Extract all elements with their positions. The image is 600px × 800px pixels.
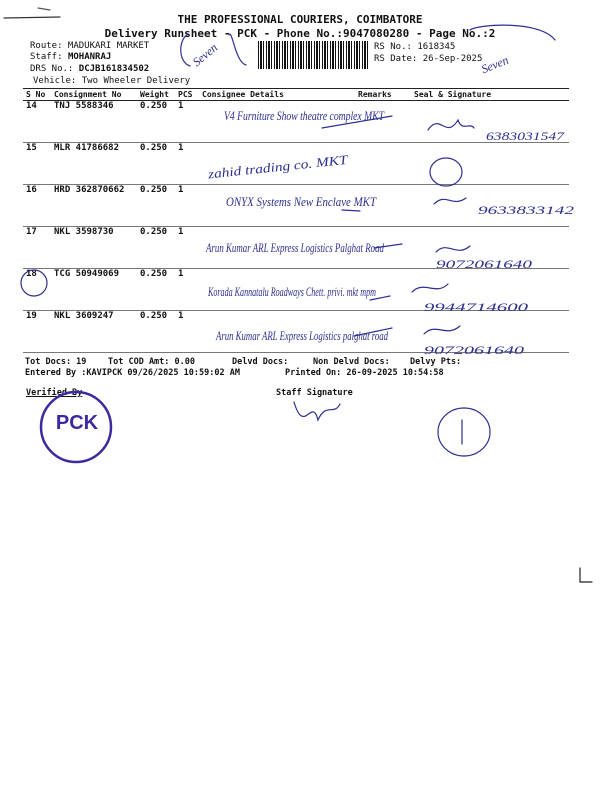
hw-row14-consignee: V4 Furniture Show theatre complex MKT <box>224 108 385 123</box>
cell-weight: 0.250 <box>137 269 175 311</box>
cell-weight: 0.250 <box>137 143 175 185</box>
cell-remarks <box>355 101 411 143</box>
delivered-docs: Delvd Docs: <box>232 357 289 367</box>
col-consignee: Consignee Details <box>199 89 355 101</box>
cell-consignment: NKL 3609247 <box>51 311 137 353</box>
cell-consignee <box>199 311 355 353</box>
col-pcs: PCS <box>175 89 199 101</box>
cell-remarks <box>355 143 411 185</box>
barcode-image <box>258 41 368 69</box>
scribble-mark <box>38 8 50 10</box>
route-label: Route: MADUKARI MARKET <box>30 41 150 51</box>
cell-consignee <box>199 143 355 185</box>
cell-sno: 15 <box>23 143 51 185</box>
staff-line <box>30 52 111 62</box>
hw-note-top-left: Seven <box>189 40 221 70</box>
cell-remarks <box>355 311 411 353</box>
col-sno: S No <box>23 89 51 101</box>
cell-remarks <box>355 269 411 311</box>
cell-pcs: 1 <box>175 269 199 311</box>
table-row <box>23 101 569 143</box>
cell-pcs: 1 <box>175 311 199 353</box>
hw-row15-consignee: zahid trading co. MKT <box>207 154 327 182</box>
hw-row17-phone: 9072061640 <box>436 257 532 271</box>
hw-row19-phone: 9072061640 <box>424 343 524 357</box>
cell-weight: 0.250 <box>137 311 175 353</box>
drs-label: DRS No.: <box>30 64 79 74</box>
cell-weight: 0.250 <box>137 101 175 143</box>
cell-consignment: NKL 3598730 <box>51 227 137 269</box>
cell-consignment: MLR 41786682 <box>51 143 137 185</box>
hw-note-top-right: Seven <box>479 52 511 77</box>
rs-number: RS No.: 1618345 <box>374 42 456 52</box>
cell-seal <box>411 227 569 269</box>
hw-row18-phone: 9944714600 <box>424 300 528 314</box>
hw-row19-consignee: Arun Kumar ARL Express Logistics palghat road <box>215 328 389 343</box>
table-row <box>23 185 569 227</box>
hw-row17-consignee: Arun Kumar ARL Express Logistics Palghat Road <box>205 240 385 255</box>
staff-signature-label: Staff Signature <box>276 388 353 398</box>
delivery-points: Delvy Pts: <box>410 357 462 367</box>
cell-pcs: 1 <box>175 185 199 227</box>
cell-weight: 0.250 <box>137 185 175 227</box>
table-row <box>23 227 569 269</box>
cell-sno: 18 <box>23 269 51 311</box>
col-remarks: Remarks <box>355 89 411 101</box>
hw-row14-phone: 6383031547 <box>486 129 566 143</box>
staff-signature-scribble <box>294 402 340 420</box>
cell-consignment: HRD 362870662 <box>51 185 137 227</box>
cell-pcs: 1 <box>175 143 199 185</box>
hw-row16-consignee: ONYX Systems New Enclave MKT <box>226 194 377 209</box>
runsheet-subtitle: Delivery Runsheet - PCK - Phone No.:9047080280 - Page No.:2 <box>104 27 496 40</box>
cell-pcs: 1 <box>175 227 199 269</box>
table-row <box>23 311 569 353</box>
drs-number: DCJB161834502 <box>78 64 150 74</box>
hw-row16-phone: 9633833142 <box>478 203 574 217</box>
cell-consignee <box>199 269 355 311</box>
runsheet-table <box>23 88 569 353</box>
cell-pcs: 1 <box>175 101 199 143</box>
cell-seal <box>411 101 569 143</box>
cell-remarks <box>355 185 411 227</box>
non-delivered-docs: Non Delvd Docs: <box>313 357 390 367</box>
col-consignment: Consignment No <box>51 89 137 101</box>
col-weight: Weight <box>137 89 175 101</box>
rs-date: RS Date: 26-Sep-2025 <box>374 54 483 64</box>
cell-remarks <box>355 227 411 269</box>
cell-seal <box>411 311 569 353</box>
verified-by-label: Verified By <box>26 388 83 398</box>
cell-weight: 0.250 <box>137 227 175 269</box>
printed-on: Printed On: 26-09-2025 10:54:58 <box>285 368 444 378</box>
tot-docs: Tot Docs: 19 <box>25 357 87 367</box>
company-title: THE PROFESSIONAL COURIERS, COIMBATORE <box>177 13 423 26</box>
cell-consignment: TCG 50949069 <box>51 269 137 311</box>
drs-line <box>30 64 149 74</box>
cell-seal <box>411 185 569 227</box>
cell-seal <box>411 269 569 311</box>
cell-sno: 19 <box>23 311 51 353</box>
mark-circle <box>438 408 490 456</box>
staff-label: Staff: <box>30 52 68 62</box>
cell-sno: 14 <box>23 101 51 143</box>
cell-consignee <box>199 185 355 227</box>
table-row <box>23 143 569 185</box>
cell-consignee <box>199 227 355 269</box>
pck-stamp: PCK <box>55 412 99 434</box>
cell-consignee <box>199 101 355 143</box>
cell-sno: 16 <box>23 185 51 227</box>
corner-mark <box>580 568 592 582</box>
table-row <box>23 269 569 311</box>
col-seal-signature: Seal & Signature <box>411 89 569 101</box>
tot-cod-amount: Tot COD Amt: 0.00 <box>108 357 195 367</box>
vehicle-label: Vehicle: Two Wheeler Delivery <box>33 76 191 86</box>
table-header-row <box>23 89 569 101</box>
entered-by: Entered By :KAVIPCK 09/26/2025 10:59:02 AM <box>25 368 240 378</box>
cell-consignment: TNJ 5588346 <box>51 101 137 143</box>
hw-row18-consignee: Korada Kannatalu Roadways Chett. privi. mkt mpm <box>207 284 376 299</box>
cell-seal <box>411 143 569 185</box>
staff-name: MOHANRAJ <box>67 52 112 62</box>
cell-sno: 17 <box>23 227 51 269</box>
